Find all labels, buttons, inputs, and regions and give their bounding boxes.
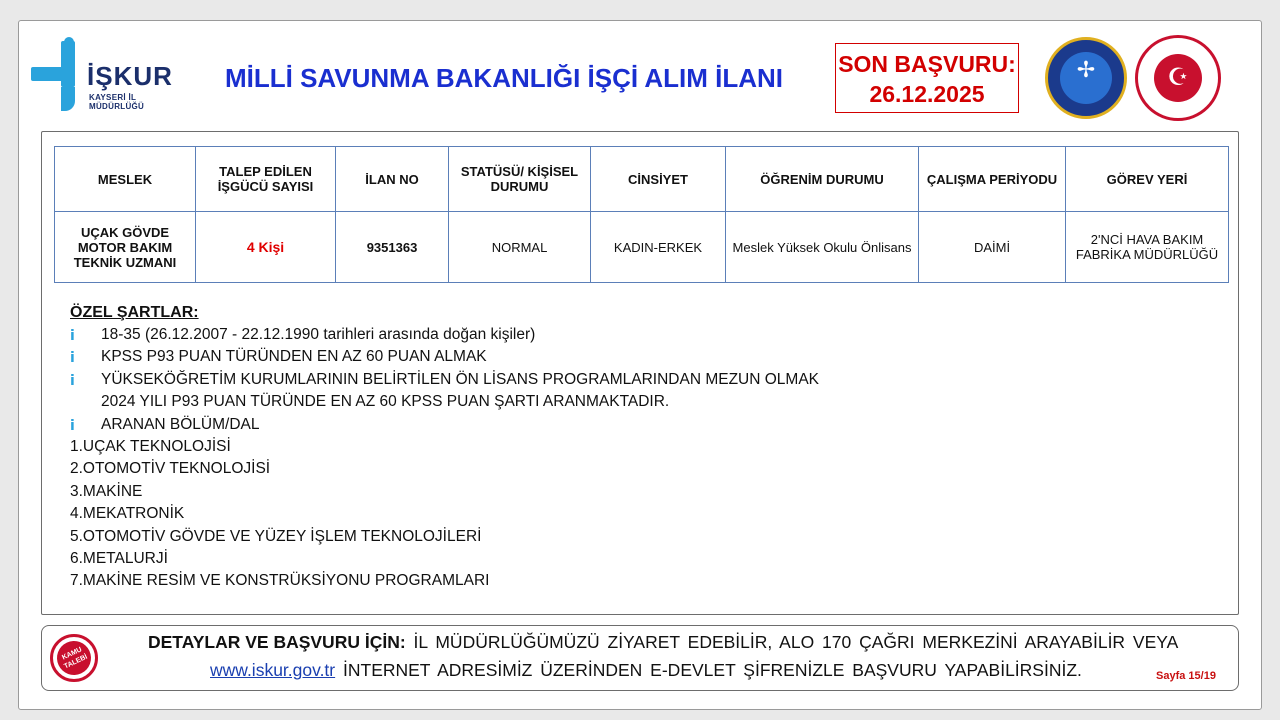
iskur-bullet-icon: ⅰ [70,371,75,388]
special-conditions [70,304,1210,593]
cell-sayi: 4 Kişi [196,212,336,283]
brand-name: İŞKUR [87,61,173,91]
department-item: 1.UÇAK TEKNOLOJİSİ [70,438,231,456]
col-header: TALEP EDİLEN İŞGÜCÜ SAYISI [196,147,336,212]
department-item: 2.OTOMOTİV TEKNOLOJİSİ [70,460,271,478]
cell-ogrenim: Meslek Yüksek Okulu Önlisans [726,212,919,283]
page-title: MİLLİ SAVUNMA BAKANLIĞI İŞÇİ ALIM İLANI [225,63,783,93]
col-header: İLAN NO [336,147,449,212]
brand-subtitle: KAYSERİ İL MÜDÜRLÜĞÜ [89,93,145,111]
iskur-logo [31,37,181,117]
defense-ministry-seal-icon: ☪ [1135,35,1221,121]
air-maintenance-seal-icon: ✢ [1045,37,1127,119]
department-item: 7.MAKİNE RESİM VE KONSTRÜKSİYONU PROGRAMLARI [70,572,490,590]
list-item: ⅰ YÜKSEKÖĞRETİM KURUMLARININ BELİRTİLEN ÖN LİSANS PROGRAMLARINDAN MEZUN OLMAK [70,369,1210,391]
content-box [41,131,1239,615]
footer-box [41,625,1239,691]
footer-line-1 [148,632,1178,653]
cell-gorev-yeri: 2'NCİ HAVA BAKIM FABRİKA MÜDÜRLÜĞÜ [1066,212,1229,283]
table-header-row [55,147,1229,212]
deadline-date: 26.12.2025 [869,81,985,107]
footer-bold-lead: DETAYLAR VE BAŞVURU İÇİN: [148,632,406,652]
cell-statu: NORMAL [449,212,591,283]
iskur-bullet-icon: ⅰ [70,416,75,433]
department-item: 4.MEKATRONİK [70,505,185,523]
list-item: ⅰ ARANAN BÖLÜM/DAL [70,414,1210,436]
iskur-bullet-icon: ⅰ [70,349,75,366]
cell-cinsiyet: KADIN-ERKEK [591,212,726,283]
announcement-page [18,20,1262,710]
footer-line-1-text: İL MÜDÜRLÜĞÜMÜZÜ ZİYARET EDEBİLİR, ALO 170 ÇAĞRI MERKEZİNİ ARAYABİLİR VEYA [413,632,1179,652]
footer-line-2-text: İNTERNET ADRESİMİZ ÜZERİNDEN E-DEVLET ŞİFRENİZLE BAŞVURU YAPABİLİRSİNİZ. [343,660,1082,680]
cell-periyot: DAİMİ [919,212,1066,283]
department-item: 3.MAKİNE [70,482,143,500]
public-request-badge-icon: KAMU TALEBİ [50,634,98,682]
cell-ilan-no: 9351363 [336,212,449,283]
cell-meslek: UÇAK GÖVDE MOTOR BAKIM TEKNİK UZMANI [55,212,196,283]
col-header: STATÜSÜ/ KİŞİSEL DURUMU [449,147,591,212]
list-item: ⅰ 18-35 (26.12.2007 - 22.12.1990 tarihleri arasında doğan kişiler) [70,324,1210,346]
col-header: ÖĞRENİM DURUMU [726,147,919,212]
department-item: 5.OTOMOTİV GÖVDE VE YÜZEY İŞLEM TEKNOLOJİLERİ [70,527,482,545]
department-item: 6.METALURJİ [70,550,168,568]
conditions-title: ÖZEL ŞARTLAR: [70,304,199,321]
deadline-label: SON BAŞVURU: [838,51,1016,77]
job-table [54,146,1229,283]
iskur-bullet-icon: ⅰ [70,327,75,343]
col-header: CİNSİYET [591,147,726,212]
page-number: Sayfa 15/19 [1156,670,1216,682]
col-header: MESLEK [55,147,196,212]
list-item: ⅰ KPSS P93 PUAN TÜRÜNDEN EN AZ 60 PUAN ALMAK [70,346,1210,368]
footer-line-2 [210,660,1082,681]
iskur-website-link[interactable]: www.iskur.gov.tr [210,660,336,680]
col-header: GÖREV YERİ [1066,147,1229,212]
table-row [55,212,1229,283]
col-header: ÇALIŞMA PERİYODU [919,147,1066,212]
list-item-continuation: 2024 YILI P93 PUAN TÜRÜNDE EN AZ 60 KPSS PUAN ŞARTI ARANMAKTADIR. [101,393,670,411]
deadline-box [835,43,1019,113]
